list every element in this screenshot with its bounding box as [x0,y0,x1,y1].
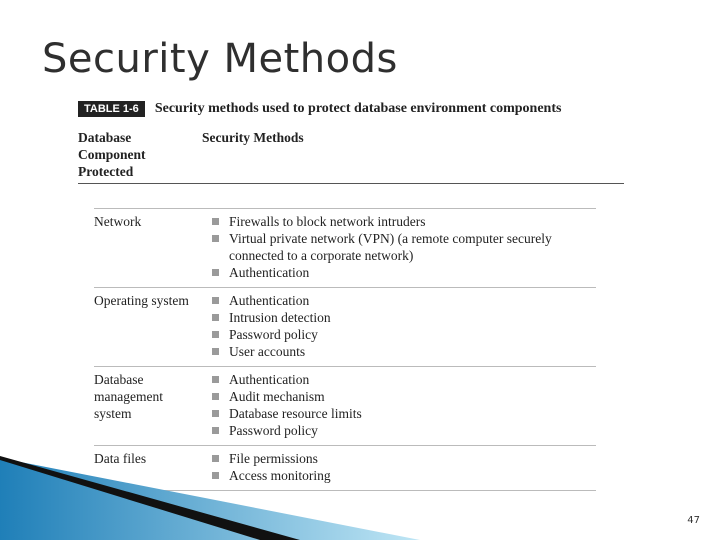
square-bullet-icon [212,393,219,400]
square-bullet-icon [212,410,219,417]
method-text: Firewalls to block network intruders [229,214,426,229]
method-item [208,230,596,264]
method-text: Authentication [229,372,310,387]
square-bullet-icon [212,235,219,242]
table-row [94,366,596,445]
slide-title: Security Methods [42,36,398,82]
table-caption [78,101,561,117]
method-text: Database resource limits [229,406,362,421]
method-text: Authentication [229,265,310,280]
method-text: Password policy [229,327,318,342]
table-row [94,208,596,287]
square-bullet-icon [212,427,219,434]
method-text: Password policy [229,423,318,438]
methods-list [208,292,596,360]
method-item [208,388,596,405]
table-row [94,287,596,366]
component-cell: Operating system [94,293,189,308]
square-bullet-icon [212,297,219,304]
method-text: Access monitoring [229,468,331,483]
method-item [208,213,596,230]
method-item [208,405,596,422]
header-divider [78,183,624,184]
method-item [208,371,596,388]
page-number: 47 [687,515,700,526]
methods-list [208,213,596,281]
method-item [208,326,596,343]
square-bullet-icon [212,314,219,321]
blue-wedge [0,458,420,540]
square-bullet-icon [212,331,219,338]
component-cell: Network [94,214,142,229]
methods-list [208,371,596,439]
column-header-methods: Security Methods [202,130,304,145]
method-text: Intrusion detection [229,310,331,325]
method-item [208,292,596,309]
method-text: Authentication [229,293,310,308]
method-text: Audit mechanism [229,389,325,404]
method-item [208,343,596,360]
method-item [208,264,596,281]
method-text: File permissions [229,451,318,466]
table-body [94,208,596,491]
method-text: User accounts [229,344,306,359]
corner-decoration [0,450,720,540]
square-bullet-icon [212,218,219,225]
method-item [208,309,596,326]
table-tag: TABLE 1-6 [78,101,145,117]
square-bullet-icon [212,348,219,355]
component-cell: Database management system [94,372,163,421]
method-item [208,422,596,439]
method-text: Virtual private network (VPN) (a remote computer securely connected to a corporate network) [229,231,552,263]
square-bullet-icon [212,376,219,383]
square-bullet-icon [212,269,219,276]
component-cell: Data files [94,451,147,466]
caption-text: Security methods used to protect database environment components [154,101,562,116]
column-header-component: Database Component Protected [78,130,146,179]
